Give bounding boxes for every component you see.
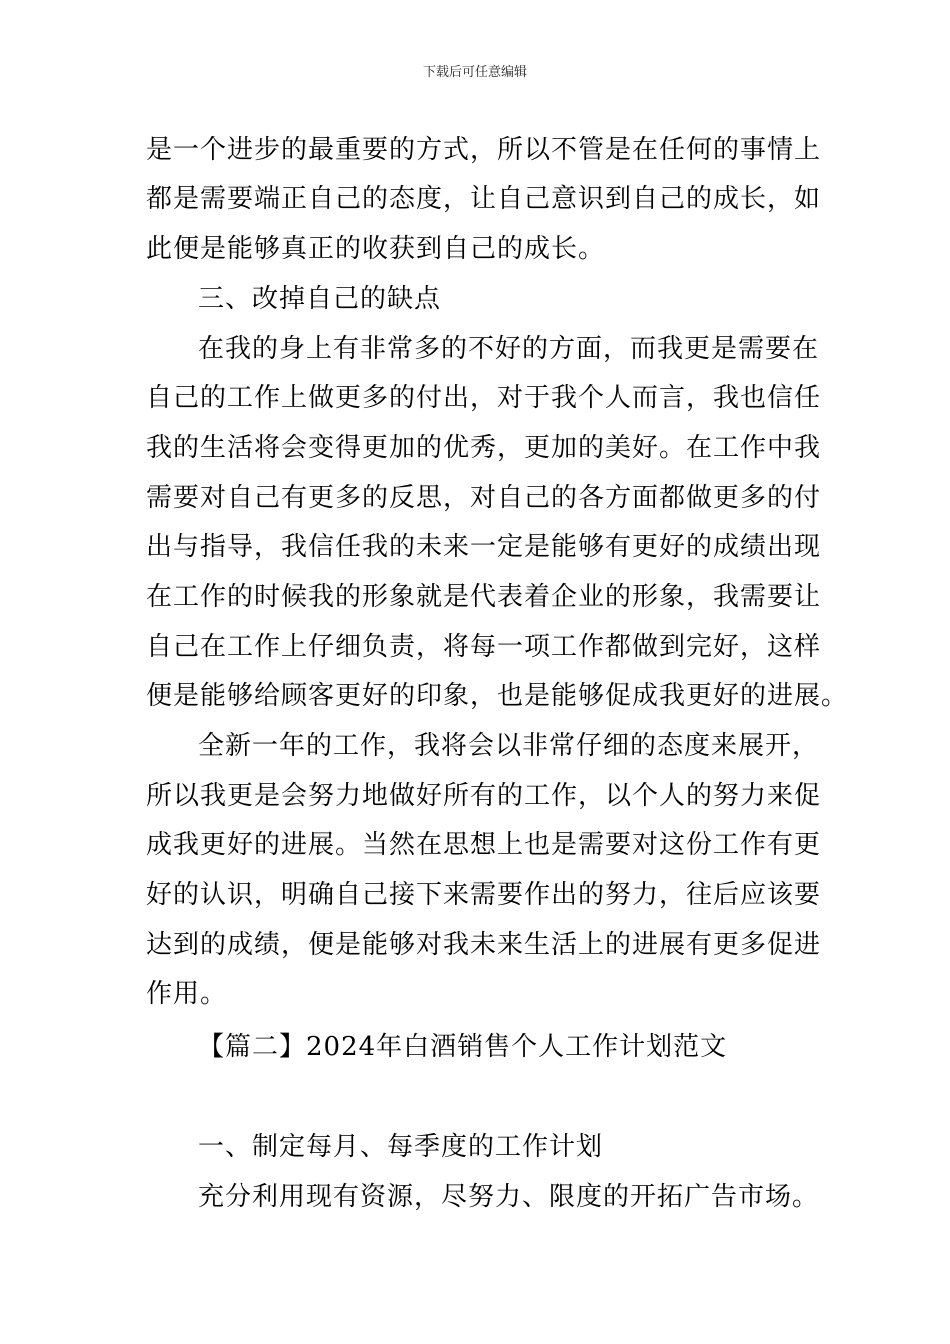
text-line: 达到的成绩，便是能够对我未来生活上的进展有更多促进	[146, 930, 822, 960]
text-line: 好的认识，明确自己接下来需要作出的努力，往后应该要	[146, 880, 822, 910]
text-line: 需要对自己有更多的反思，对自己的各方面都做更多的付	[146, 483, 822, 513]
text-line: 自己在工作上仔细负责，将每一项工作都做到完好，这样	[146, 632, 822, 662]
text-line: 全新一年的工作，我将会以非常仔细的态度来展开，	[198, 731, 820, 761]
text-line: 此便是能够真正的收获到自己的成长。	[146, 234, 606, 264]
text-line: 是一个进步的最重要的方式，所以不管是在任何的事情上	[146, 135, 822, 165]
text-line: 在我的身上有非常多的不好的方面，而我更是需要在	[198, 334, 820, 364]
text-line: 在工作的时候我的形象就是代表着企业的形象，我需要让	[146, 582, 822, 612]
text-line: 便是能够给顾客更好的印象，也是能够促成我更好的进展。	[146, 681, 849, 711]
page-header: 下载后可任意编辑	[422, 65, 527, 80]
text-line: 充分利用现有资源，尽努力、限度的开拓广告市场。	[198, 1182, 820, 1212]
text-line: 出与指导，我信任我的未来一定是能够有更好的成绩出现	[146, 532, 822, 562]
text-line: 都是需要端正自己的态度，让自己意识到自己的成长，如	[146, 184, 822, 214]
text-line: 成我更好的进展。当然在思想上也是需要对这份工作有更	[146, 830, 822, 860]
text-line: 作用。	[146, 979, 228, 1009]
section-heading: 一、制定每月、每季度的工作计划	[198, 1132, 604, 1162]
article-title: 【篇二】2024年白酒销售个人工作计划范文	[198, 1032, 728, 1062]
text-line: 我的生活将会变得更加的优秀，更加的美好。在工作中我	[146, 433, 822, 463]
section-heading: 三、改掉自己的缺点	[198, 284, 442, 314]
text-line: 自己的工作上做更多的付出，对于我个人而言，我也信任	[146, 383, 822, 413]
text-line: 所以我更是会努力地做好所有的工作，以个人的努力来促	[146, 781, 822, 811]
